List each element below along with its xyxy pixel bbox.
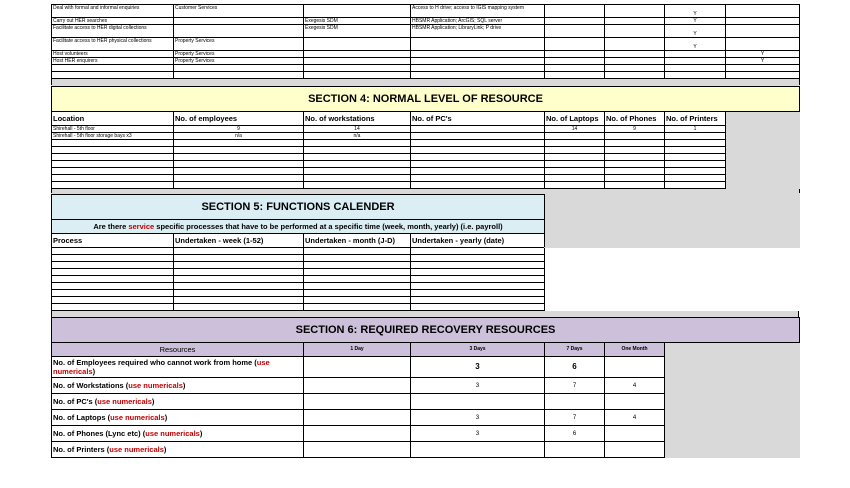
table-row [52, 357, 800, 378]
s4-cell [665, 168, 726, 175]
table-row [52, 297, 800, 304]
cell-c3 [304, 38, 411, 51]
table-row [52, 126, 800, 133]
cell-c6 [605, 38, 665, 51]
grey-fill [726, 133, 800, 140]
resource-label: No. of Laptops (use numericals) [52, 410, 304, 426]
cell-c5 [545, 38, 605, 51]
s5-cell [304, 255, 411, 262]
s5-cell [52, 290, 174, 297]
s5-cell [304, 290, 411, 297]
s4-cell [545, 154, 605, 161]
cell-c1: Host HER enquirers [52, 58, 174, 65]
grey-fill [665, 357, 800, 378]
s5-cell [411, 255, 545, 262]
s4-cell [665, 154, 726, 161]
empty-cell [605, 72, 665, 79]
s4-cell [174, 182, 304, 189]
s4-cell [411, 126, 545, 133]
s5-header-0: Process [52, 234, 174, 248]
resource-label: No. of Printers (use numericals) [52, 442, 304, 458]
grey-fill [726, 112, 800, 126]
empty-cell [545, 72, 605, 79]
cell-c6 [605, 58, 665, 65]
cell-c8: Y [726, 51, 800, 58]
cell-c2: Property Services [174, 38, 304, 51]
value-d1 [304, 426, 411, 442]
table-row [52, 65, 800, 72]
table-row [52, 410, 800, 426]
cell-c7: Y [665, 38, 726, 51]
s4-cell: 9 [174, 126, 304, 133]
grey-fill [726, 161, 800, 168]
empty-cell [665, 65, 726, 72]
s4-header-3: No. of PC's [411, 112, 545, 126]
s4-cell [52, 161, 174, 168]
table-row [52, 394, 800, 410]
spacer [52, 79, 800, 86]
value-m1: 4 [605, 410, 665, 426]
s4-cell [545, 147, 605, 154]
table-row [52, 72, 800, 79]
s4-cell [52, 147, 174, 154]
table-row [52, 168, 800, 175]
cell-c2: Property Services [174, 58, 304, 65]
cell-c8 [726, 18, 800, 25]
s4-cell [52, 140, 174, 147]
s5-cell [52, 276, 174, 283]
value-d3: 3 [411, 410, 545, 426]
table-row [52, 25, 800, 38]
cell-c4 [411, 38, 545, 51]
s5-cell [52, 248, 174, 255]
s6-header-4: One Month [605, 343, 665, 357]
cell-c2: Customer Services [174, 5, 304, 18]
cell-c1: Host volunteers [52, 51, 174, 58]
top-table [51, 4, 800, 86]
grey-fill [726, 175, 800, 182]
s4-cell [605, 133, 665, 140]
cell-c2 [174, 18, 304, 25]
s4-cell [545, 133, 605, 140]
s5-cell [174, 283, 304, 290]
table-row [52, 290, 800, 297]
value-m1 [605, 394, 665, 410]
s4-cell [304, 182, 411, 189]
cell-c7: Y [665, 25, 726, 38]
cell-c7: Y [665, 5, 726, 18]
s4-cell [174, 168, 304, 175]
s4-cell [665, 182, 726, 189]
cell-c6 [605, 51, 665, 58]
s4-cell [304, 168, 411, 175]
s5-cell [304, 276, 411, 283]
s4-header-2: No. of workstations [304, 112, 411, 126]
s4-cell [174, 147, 304, 154]
s4-cell [605, 168, 665, 175]
grey-fill [726, 168, 800, 175]
s4-cell [605, 175, 665, 182]
s5-cell [411, 269, 545, 276]
s6-header-1: 1 Day [304, 343, 411, 357]
table-row [52, 182, 800, 189]
grey-fill [726, 147, 800, 154]
empty-cell [726, 72, 800, 79]
s4-cell [665, 147, 726, 154]
cell-c5 [545, 18, 605, 25]
s5-header-2: Undertaken - month (J-D) [304, 234, 411, 248]
s4-cell [52, 175, 174, 182]
grey-fill [726, 182, 800, 189]
grey-fill [665, 343, 800, 357]
empty-cell [304, 65, 411, 72]
cell-c8 [726, 5, 800, 18]
cell-c1: Facilitate access to HER physical collections [52, 38, 174, 51]
s5-cell [411, 262, 545, 269]
cell-c6 [605, 5, 665, 18]
s4-cell [411, 147, 545, 154]
table-row [52, 269, 800, 276]
s5-cell [52, 297, 174, 304]
s6-header-2: 3 Days [411, 343, 545, 357]
s4-cell [545, 175, 605, 182]
value-m1: 4 [605, 378, 665, 394]
table-row [52, 262, 800, 269]
grey-fill [665, 426, 800, 442]
s4-header-0: Location [52, 112, 174, 126]
value-d7: 7 [545, 410, 605, 426]
cell-c7 [665, 58, 726, 65]
s4-cell [174, 175, 304, 182]
s5-cell [411, 276, 545, 283]
value-d7: 7 [545, 378, 605, 394]
value-d7 [545, 442, 605, 458]
value-d1 [304, 410, 411, 426]
grey-fill [726, 140, 800, 147]
section4-title: SECTION 4: NORMAL LEVEL OF RESOURCE [52, 87, 800, 112]
grey-fill [665, 410, 800, 426]
s5-cell [174, 255, 304, 262]
value-m1 [605, 442, 665, 458]
s5-cell [411, 290, 545, 297]
empty-cell [411, 65, 545, 72]
cell-c7 [665, 51, 726, 58]
value-d3: 3 [411, 378, 545, 394]
s5-cell [174, 297, 304, 304]
value-d3: 3 [411, 357, 545, 378]
s4-header-6: No. of Printers [665, 112, 726, 126]
s4-cell: n/a [174, 133, 304, 140]
spacer [52, 189, 800, 194]
section5-table [51, 194, 800, 311]
s5-cell [304, 269, 411, 276]
table-row [52, 378, 800, 394]
s4-cell [605, 182, 665, 189]
s5-cell [174, 262, 304, 269]
s4-cell [411, 133, 545, 140]
s5-cell [52, 283, 174, 290]
cell-c3 [304, 51, 411, 58]
s4-cell [52, 182, 174, 189]
cell-c8: Y [726, 58, 800, 65]
s5-cell [52, 255, 174, 262]
value-d7: 6 [545, 426, 605, 442]
s4-cell [304, 147, 411, 154]
table-row [52, 426, 800, 442]
resource-label: No. of PC's (use numericals) [52, 394, 304, 410]
section5-title: SECTION 5: FUNCTIONS CALENDER [52, 195, 545, 220]
grey-fill [726, 126, 800, 133]
empty-cell [52, 72, 174, 79]
empty-cell [174, 72, 304, 79]
s4-cell [52, 168, 174, 175]
cell-c1: Facilitate access to HER digital collections [52, 25, 174, 38]
s4-cell [545, 168, 605, 175]
s5-cell [174, 269, 304, 276]
s4-cell [304, 161, 411, 168]
cell-c3: Exegesis SDM [304, 18, 411, 25]
table-row [52, 133, 800, 140]
value-d1 [304, 378, 411, 394]
s4-cell: 14 [545, 126, 605, 133]
s4-header-1: No. of employees [174, 112, 304, 126]
s4-cell [304, 175, 411, 182]
s5-header-3: Undertaken - yearly (date) [411, 234, 545, 248]
cell-c8 [726, 25, 800, 38]
cell-c7: Y [665, 18, 726, 25]
s6-header-3: 7 Days [545, 343, 605, 357]
cell-c5 [545, 58, 605, 65]
cell-c4: HBSMR Application; ArcGIS; SQL server [411, 18, 545, 25]
resource-label: No. of Workstations (use numericals) [52, 378, 304, 394]
empty-cell [411, 72, 545, 79]
table-row [52, 276, 800, 283]
s5-cell [174, 276, 304, 283]
table-row [52, 5, 800, 18]
s4-cell [411, 182, 545, 189]
s4-header-4: No. of Laptops [545, 112, 605, 126]
grey-fill [665, 394, 800, 410]
value-d3 [411, 442, 545, 458]
s5-cell [411, 304, 545, 311]
section5-question: Are there service specific processes that have to be performed at a specific time (week, month, yearly) (i.e. payroll) [52, 220, 545, 234]
cell-c5 [545, 51, 605, 58]
table-row [52, 147, 800, 154]
empty-cell [545, 65, 605, 72]
empty-cell [605, 65, 665, 72]
s5-cell [411, 297, 545, 304]
s4-cell [411, 168, 545, 175]
value-d1 [304, 394, 411, 410]
s4-cell [411, 154, 545, 161]
cell-c8 [726, 38, 800, 51]
s5-cell [411, 248, 545, 255]
s4-cell: Shirehall - 5th floor [52, 126, 174, 133]
cell-c2: Property Services [174, 51, 304, 58]
s4-cell [665, 175, 726, 182]
s5-cell [304, 297, 411, 304]
section6-title: SECTION 6: REQUIRED RECOVERY RESOURCES [52, 318, 800, 343]
section4-table [51, 86, 800, 194]
table-row [52, 175, 800, 182]
cell-c3: Exegesis SDM [304, 25, 411, 38]
s4-cell [605, 154, 665, 161]
s4-cell: 14 [304, 126, 411, 133]
s4-cell [605, 161, 665, 168]
value-m1 [605, 357, 665, 378]
s5-cell [174, 304, 304, 311]
table-row [52, 51, 800, 58]
cell-c4 [411, 58, 545, 65]
empty-cell [304, 72, 411, 79]
s5-cell [174, 290, 304, 297]
resource-label: No. of Phones (Lync etc) (use numericals) [52, 426, 304, 442]
s5-cell [52, 262, 174, 269]
cell-c5 [545, 5, 605, 18]
empty-cell [52, 65, 174, 72]
grey-fill [665, 378, 800, 394]
s4-cell [174, 140, 304, 147]
grey-fill [726, 154, 800, 161]
table-row [52, 248, 800, 255]
section6-table [51, 317, 800, 458]
spreadsheet [51, 4, 799, 458]
table-row [52, 442, 800, 458]
s4-cell [304, 140, 411, 147]
cell-c4: Access to H drive; access to IGIS mapping system [411, 5, 545, 18]
cell-c3 [304, 58, 411, 65]
s6-header-0: Resources [52, 343, 304, 357]
empty-cell [726, 65, 800, 72]
table-row [52, 304, 800, 311]
value-d7: 6 [545, 357, 605, 378]
cell-c4: HBSMR Application; LibraryLink; P drive [411, 25, 545, 38]
s4-cell [665, 140, 726, 147]
table-row [52, 38, 800, 51]
empty-cell [665, 72, 726, 79]
s4-cell [665, 161, 726, 168]
value-d1 [304, 357, 411, 378]
s4-cell [304, 154, 411, 161]
cell-c3 [304, 5, 411, 18]
cell-c1: Deal with formal and informal enquiries [52, 5, 174, 18]
s4-cell: 9 [605, 126, 665, 133]
table-row [52, 283, 800, 290]
cell-c1: Carry out HER searches [52, 18, 174, 25]
cell-c5 [545, 25, 605, 38]
s4-cell: 1 [665, 126, 726, 133]
grey-fill [665, 442, 800, 458]
resource-label: No. of Employees required who cannot work from home (use numericals) [52, 357, 304, 378]
s5-cell [52, 269, 174, 276]
cell-c6 [605, 25, 665, 38]
s5-cell [304, 304, 411, 311]
s5-cell [52, 304, 174, 311]
s4-cell [545, 140, 605, 147]
s4-cell [545, 161, 605, 168]
value-d3 [411, 394, 545, 410]
s4-cell [411, 161, 545, 168]
table-row [52, 18, 800, 25]
s4-cell [545, 182, 605, 189]
table-row [52, 140, 800, 147]
table-row [52, 58, 800, 65]
s5-cell [411, 283, 545, 290]
s5-cell [174, 248, 304, 255]
table-row [52, 161, 800, 168]
cell-c4 [411, 51, 545, 58]
s4-cell [174, 161, 304, 168]
s4-cell [605, 140, 665, 147]
table-row [52, 255, 800, 262]
value-d3: 3 [411, 426, 545, 442]
s4-cell [665, 133, 726, 140]
s4-cell [411, 175, 545, 182]
cell-c2 [174, 25, 304, 38]
s5-cell [304, 248, 411, 255]
cell-c6 [605, 18, 665, 25]
value-d7 [545, 394, 605, 410]
s4-cell [52, 154, 174, 161]
value-m1 [605, 426, 665, 442]
empty-cell [174, 65, 304, 72]
s5-cell [304, 262, 411, 269]
s4-cell: n/a [304, 133, 411, 140]
s4-cell [605, 147, 665, 154]
s4-cell [174, 154, 304, 161]
s4-cell [411, 140, 545, 147]
s4-header-5: No. of Phones [605, 112, 665, 126]
table-row [52, 154, 800, 161]
s5-header-1: Undertaken - week (1-52) [174, 234, 304, 248]
s5-cell [304, 283, 411, 290]
s4-cell: Shirehall - 5th floor storage bays x3 [52, 133, 174, 140]
value-d1 [304, 442, 411, 458]
